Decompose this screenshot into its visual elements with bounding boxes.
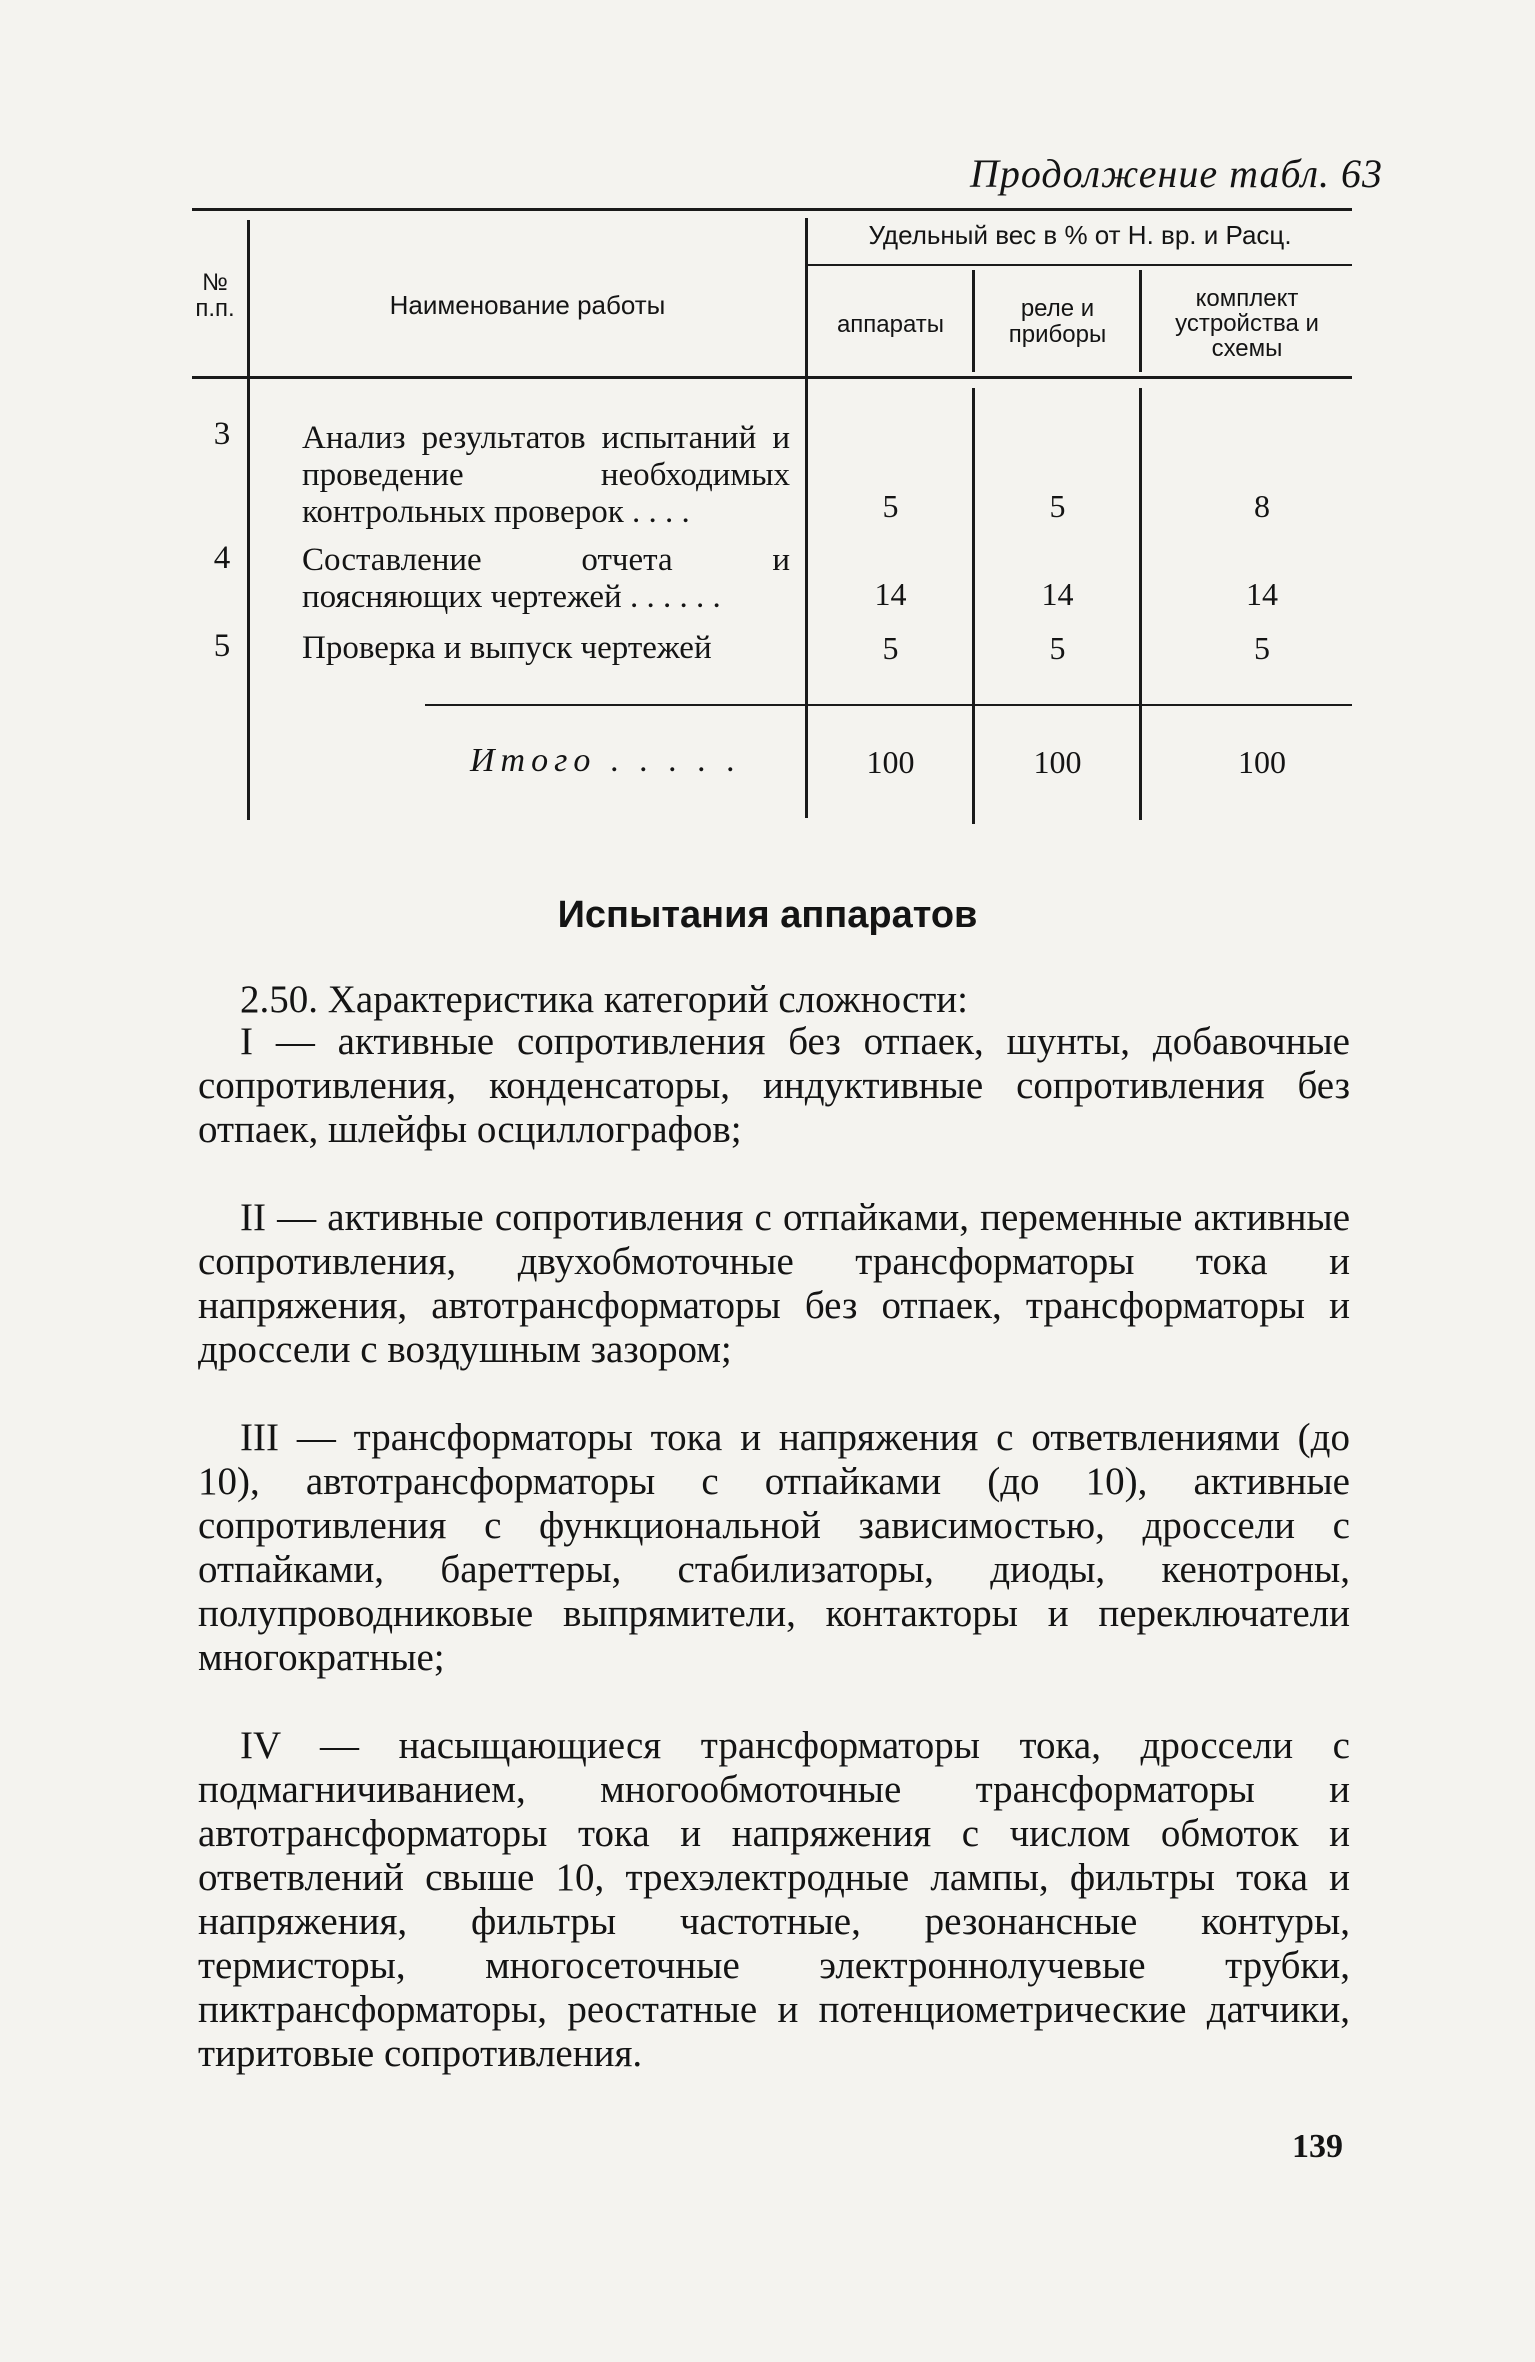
row-apparatus: 5 (882, 488, 899, 524)
total-apparatus: 100 (866, 744, 915, 780)
col-header-name: Наименование работы (389, 290, 666, 320)
section-title: Испытания аппаратов (557, 894, 978, 936)
page-number: 139 (1292, 2128, 1343, 2165)
total-kit: 100 (1238, 744, 1286, 780)
row-apparatus: 5 (882, 630, 899, 666)
paragraph-category-3: III — трансформаторы тока и напряжения с ответвлениями (до 10), автотрансформаторы с отпайками (до 10), активные сопротивления с функциональной зависимостью, дроссели с отпайками, бареттеры, стабилизаторы, диоды, кенотроны, полупроводниковые выпрямители, контакторы и переключатели многократные; (198, 1416, 1350, 1679)
paragraph-heading: 2.50. Характеристика категорий сложности: (240, 978, 969, 1021)
row-apparatus: 14 (874, 576, 907, 612)
paragraph-category-4: IV — насыщающиеся трансформаторы тока, дроссели с подмагничиванием, многообмоточные трансформаторы и автотрансформаторы тока и напряжения с числом обмоток и ответвлений свыше 10, трехэлектродные лампы, фильтры тока и напряжения, фильтры частотные, резонансные контуры, термисторы, многосеточные электроннолучевые трубки, пиктрансформаторы, реостатные и потенциометрические датчики, тиритовые сопротивления. (198, 1724, 1350, 2075)
row-num: 5 (213, 628, 231, 664)
table-top-rule (192, 208, 1352, 211)
paragraph-category-2: II — активные сопротивления с отпайками, переменные активные сопротивления, двухобмоточные трансформаторы тока и напряжения, автотрансформаторы без отпаек, трансформаторы и дроссели с воздушным зазором; (198, 1196, 1350, 1371)
paragraph-category-1: I — активные сопротивления без отпаек, шунты, добавочные сопротивления, конденсаторы, индуктивные сопротивления без отпаек, шлейфы осциллографов; (198, 1020, 1350, 1151)
col-header-kit: комплект устройства и схемы (1175, 285, 1319, 362)
col-header-num: № п.п. (195, 269, 235, 322)
row-num: 3 (213, 416, 231, 452)
row-kit: 5 (1254, 630, 1270, 666)
col-header-apparatus: аппараты (836, 311, 945, 338)
header-bottom-rule (192, 376, 1352, 379)
row-kit: 8 (1254, 488, 1270, 524)
row-name: Составление отчета и поясняющих чертежей . . . . . . (302, 542, 790, 615)
table-caption: Продолжение табл. 63 (970, 151, 1384, 196)
group-header-rule (808, 264, 1352, 266)
row-relays: 5 (1049, 488, 1066, 524)
row-kit: 14 (1246, 576, 1278, 612)
total-label: Итого . . . . . (470, 742, 742, 779)
col-header-relays: реле и приборы (1008, 295, 1107, 348)
row-name: Анализ результатов испытаний и проведение необходимых контрольных проверок . . . . (302, 420, 790, 530)
row-num: 4 (213, 540, 231, 576)
total-rule (425, 704, 1352, 706)
group-header: Удельный вес в % от Н. вр. и Расц. (868, 220, 1292, 250)
row-name: Проверка и выпуск чертежей (302, 630, 712, 666)
total-relays: 100 (1033, 744, 1082, 780)
row-relays: 5 (1049, 630, 1066, 666)
row-relays: 14 (1041, 576, 1074, 612)
